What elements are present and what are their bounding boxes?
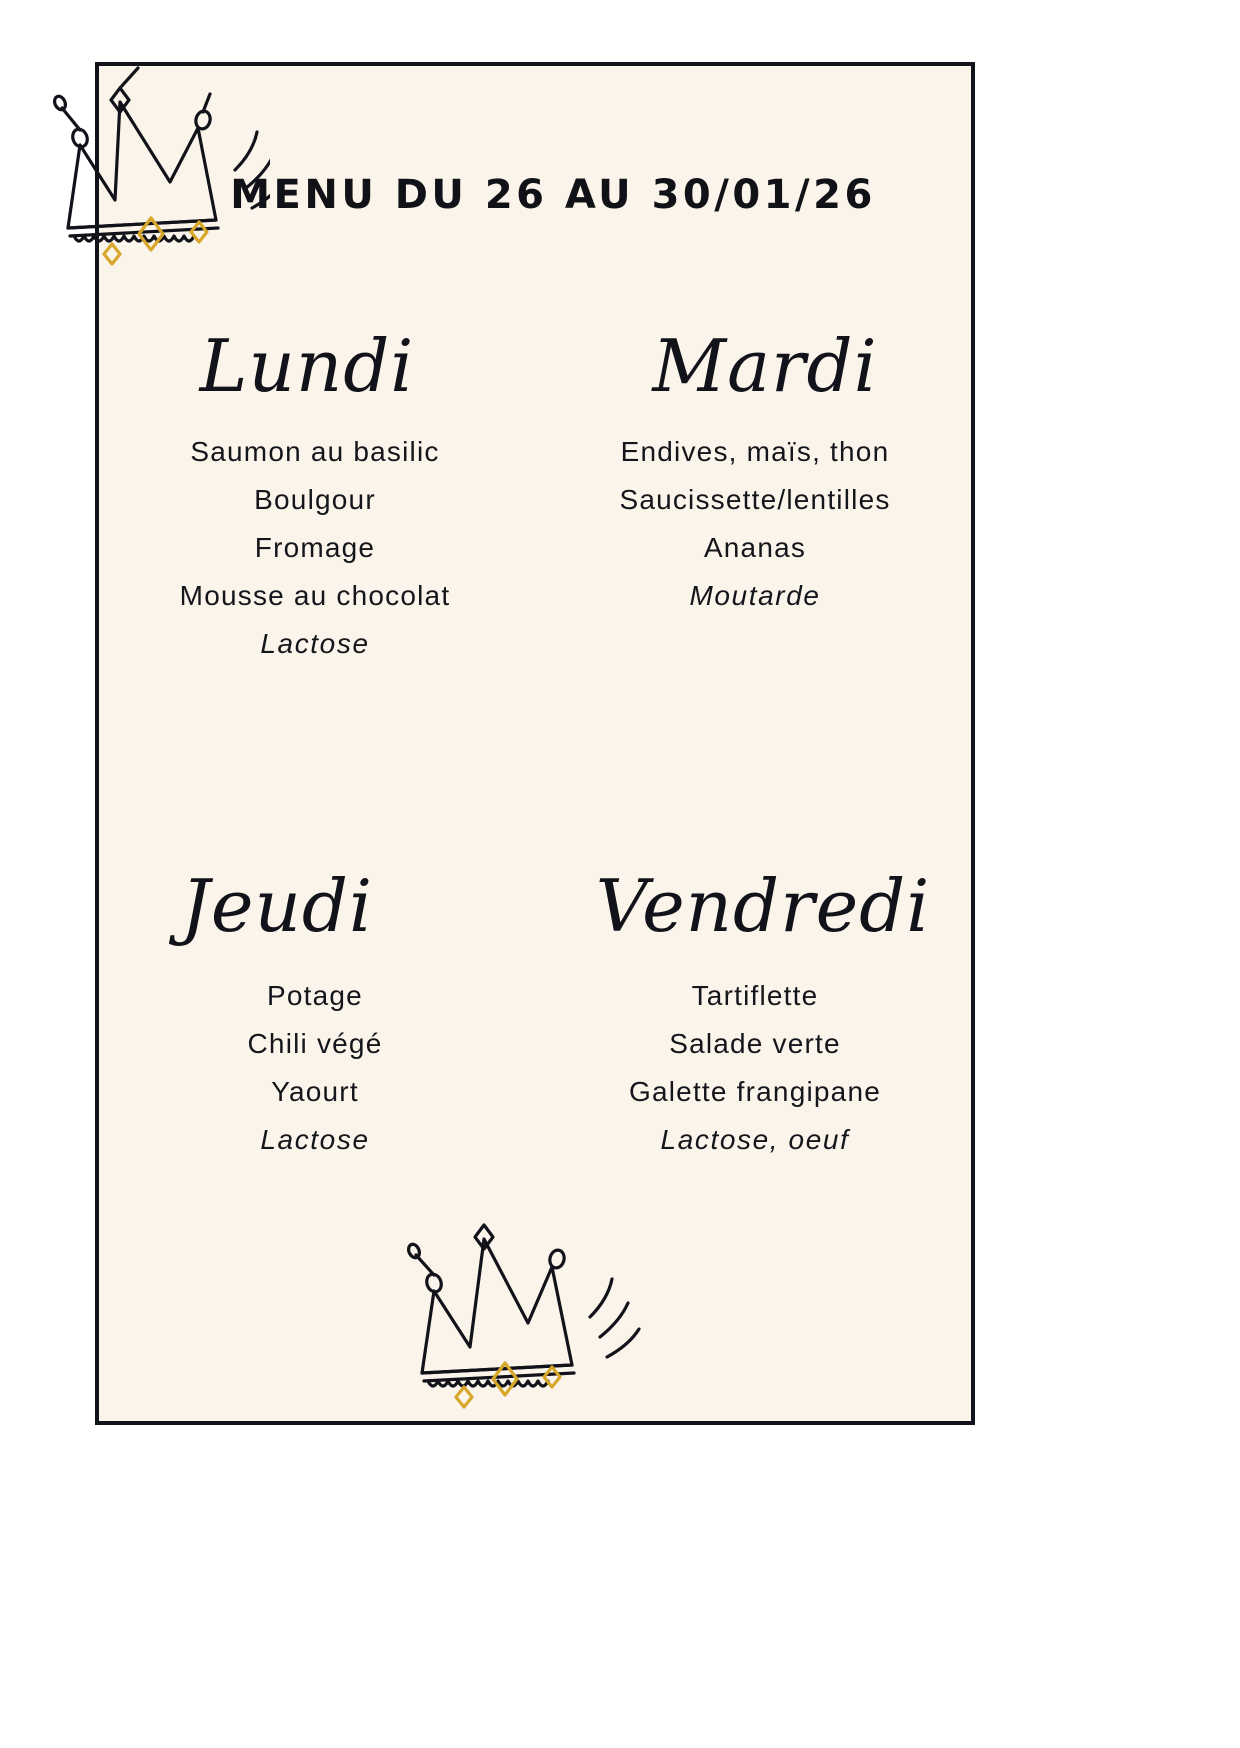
- list-item: Endives, maïs, thon: [620, 436, 890, 467]
- dish-list-mardi: [535, 428, 975, 620]
- list-item: Galette frangipane: [629, 1076, 881, 1107]
- day-column-mardi: [535, 324, 975, 668]
- list-item: Chili végé: [247, 1028, 383, 1059]
- day-column-lundi: [95, 324, 535, 668]
- days-row-top: [95, 324, 975, 668]
- dish-list-lundi: [95, 428, 535, 668]
- allergen-note: Lactose, oeuf: [660, 1124, 850, 1155]
- list-item: Saumon au basilic: [190, 436, 440, 467]
- list-item: Saucissette/lentilles: [619, 484, 891, 515]
- menu-poster: [95, 62, 975, 1425]
- day-title-jeudi: Jeudi: [181, 864, 373, 948]
- list-item: Yaourt: [271, 1076, 359, 1107]
- allergen-note: Moutarde: [689, 580, 821, 611]
- list-item: Mousse au chocolat: [179, 580, 451, 611]
- title-row: [95, 150, 975, 240]
- list-item: Tartiflette: [691, 980, 819, 1011]
- list-item: Fromage: [254, 532, 376, 563]
- list-item: Salade verte: [669, 1028, 841, 1059]
- list-item: Ananas: [703, 532, 807, 563]
- dish-list-jeudi: [95, 968, 535, 1164]
- day-column-jeudi: [95, 864, 535, 1164]
- dish-list-vendredi: [535, 968, 975, 1164]
- day-title-lundi: Lundi: [199, 324, 415, 408]
- day-column-vendredi: [535, 864, 975, 1164]
- day-title-mardi: Mardi: [652, 324, 878, 408]
- allergen-note: Lactose: [260, 1124, 370, 1155]
- days-row-bottom: [95, 864, 975, 1164]
- day-title-vendredi: Vendredi: [595, 864, 931, 948]
- list-item: Boulgour: [254, 484, 376, 515]
- allergen-note: Lactose: [260, 628, 370, 659]
- page-title: MENU DU 26 AU 30/01/26: [230, 172, 876, 218]
- list-item: Potage: [267, 980, 363, 1011]
